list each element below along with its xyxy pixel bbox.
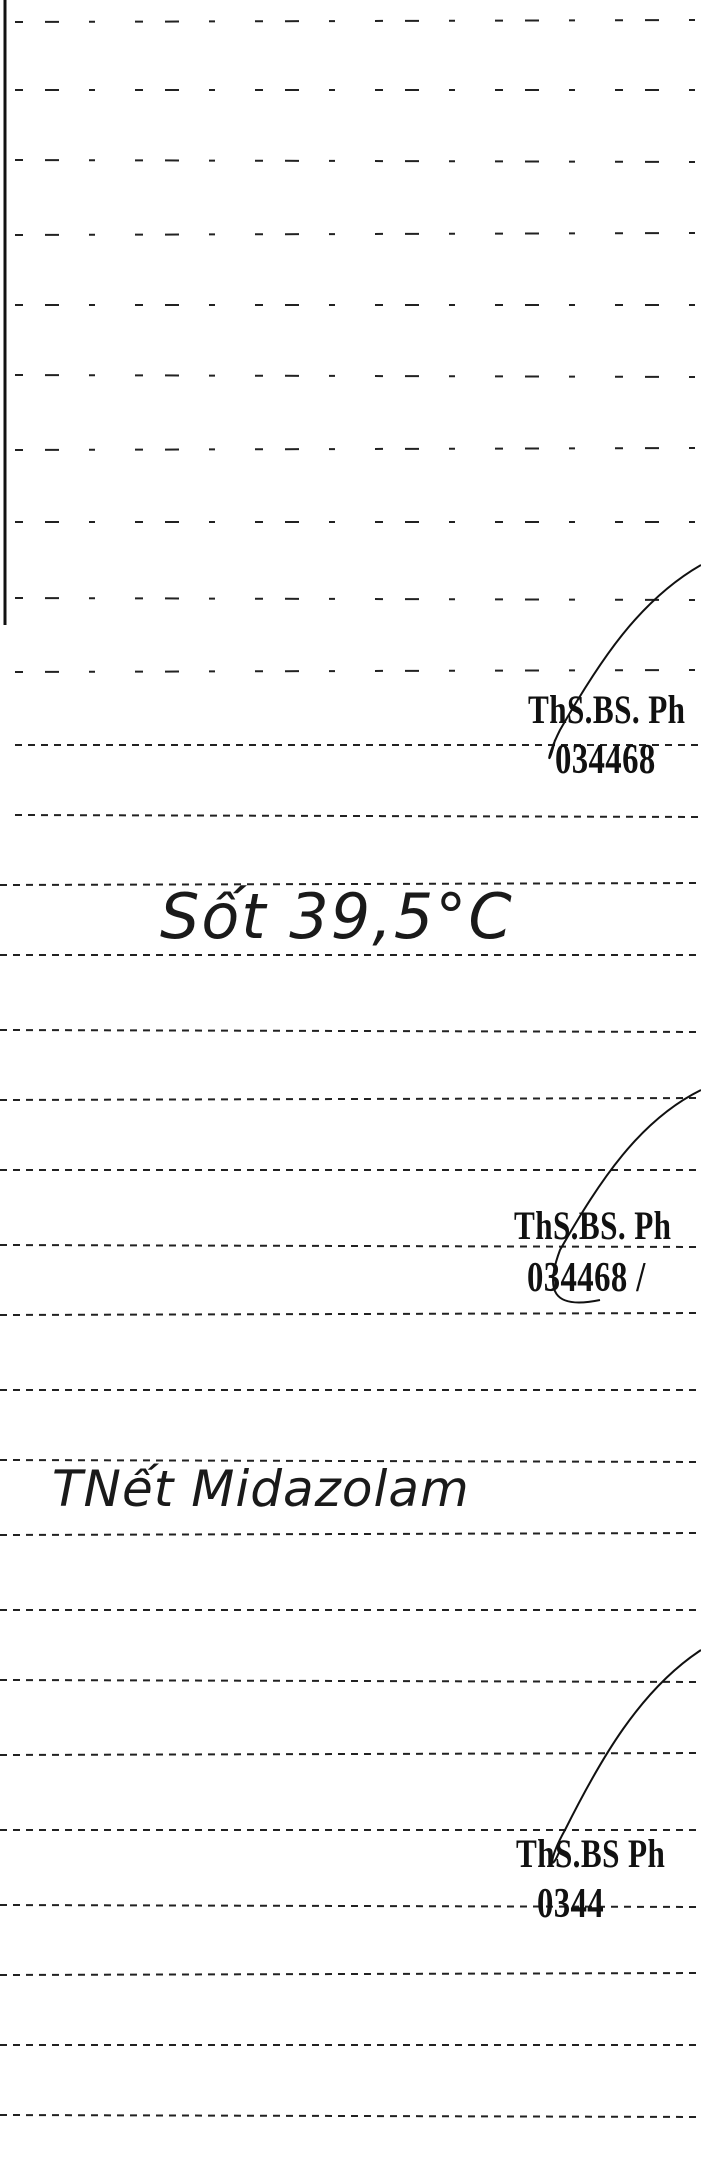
dotted-line [0, 1680, 701, 1682]
dotted-line [15, 448, 701, 450]
stamp-code-3: 0344 [537, 1881, 605, 1927]
stamp-code-1: 034468 [555, 737, 656, 783]
dotted-line [0, 1753, 701, 1755]
dotted-line [15, 815, 701, 817]
dotted-line [15, 20, 701, 22]
stamp-code-2: 034468 / [527, 1255, 646, 1301]
dotted-line [0, 1973, 701, 1975]
dotted-line [15, 598, 701, 600]
stamp-title-2: ThS.BS. Ph [514, 1203, 672, 1248]
stamp-title-1: ThS.BS. Ph [528, 687, 686, 732]
handwritten-note-fever: Sốt 39,5°C [160, 880, 514, 953]
dotted-line [15, 233, 701, 235]
dotted-line [0, 1313, 701, 1315]
dotted-line [15, 375, 701, 377]
dotted-line [0, 1098, 701, 1100]
dotted-line [0, 1030, 701, 1032]
dotted-line [0, 2115, 701, 2117]
dotted-line [15, 670, 701, 672]
dotted-ruled-lines [0, 20, 701, 2117]
handwritten-note-medication: TNết Midazolam [52, 1460, 470, 1518]
dotted-line [15, 160, 701, 162]
dotted-line [0, 1533, 701, 1535]
stamp-title-3: ThS.BS Ph [516, 1831, 666, 1876]
